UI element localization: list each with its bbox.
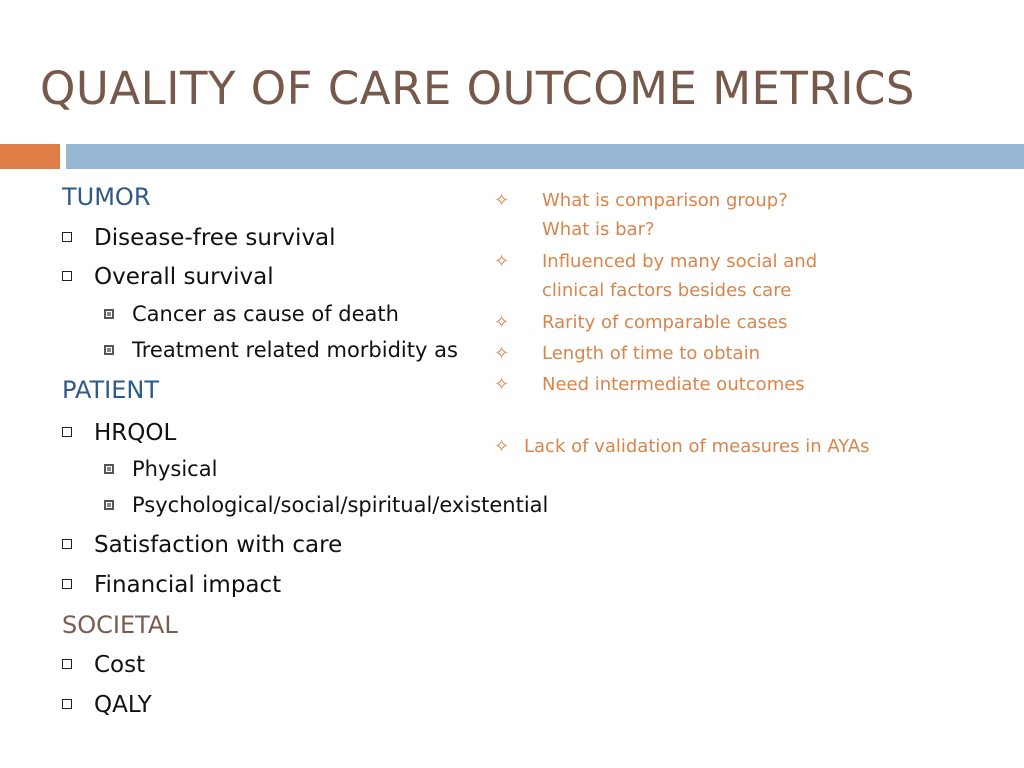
accent-bar-orange bbox=[0, 144, 60, 169]
square-bullet-icon bbox=[62, 539, 72, 549]
four-point-star-icon: ✧ bbox=[494, 436, 510, 457]
sub-list-item: Cancer as cause of death bbox=[104, 302, 399, 326]
heading-societal: SOCIETAL bbox=[62, 611, 178, 639]
heading-tumor: TUMOR bbox=[62, 183, 151, 211]
square-bullet-icon bbox=[62, 271, 72, 281]
filled-square-bullet-icon bbox=[104, 309, 114, 319]
square-bullet-icon bbox=[62, 579, 72, 589]
list-item: HRQOL bbox=[62, 420, 176, 446]
list-item: QALY bbox=[62, 692, 152, 718]
list-item: Financial impact bbox=[62, 572, 281, 598]
list-item: Overall survival bbox=[62, 264, 274, 290]
four-point-star-icon: ✧ bbox=[494, 190, 510, 211]
sub-list-item: Treatment related morbidity as bbox=[104, 338, 458, 362]
four-point-star-icon: ✧ bbox=[494, 251, 510, 272]
list-item: Disease-free survival bbox=[62, 225, 336, 251]
square-bullet-icon bbox=[62, 427, 72, 437]
square-bullet-icon bbox=[62, 699, 72, 709]
square-bullet-icon bbox=[62, 659, 72, 669]
slide-title: QUALITY OF CARE OUTCOME METRICS bbox=[40, 62, 915, 115]
four-point-star-icon: ✧ bbox=[494, 343, 510, 364]
notes-panel: ✧ What is comparison group? What is bar? ✧ Influenced by many social and clinical factors besides care ✧ Rarity of comparable cases ✧ Length of time to obtain ✧ Need intermediate outcomes ✧ Lack of validation of measures in AYAs bbox=[480, 186, 1000, 476]
heading-patient: PATIENT bbox=[62, 376, 160, 404]
filled-square-bullet-icon bbox=[104, 500, 114, 510]
list-item: Cost bbox=[62, 652, 145, 678]
sub-list-item: Physical bbox=[104, 457, 217, 481]
sub-list-item: Psychological/social/spiritual/existential bbox=[104, 493, 548, 517]
filled-square-bullet-icon bbox=[104, 464, 114, 474]
list-item: Satisfaction with care bbox=[62, 532, 342, 558]
accent-bar-blue bbox=[66, 144, 1024, 169]
filled-square-bullet-icon bbox=[104, 345, 114, 355]
four-point-star-icon: ✧ bbox=[494, 312, 510, 333]
four-point-star-icon: ✧ bbox=[494, 374, 510, 395]
square-bullet-icon bbox=[62, 232, 72, 242]
